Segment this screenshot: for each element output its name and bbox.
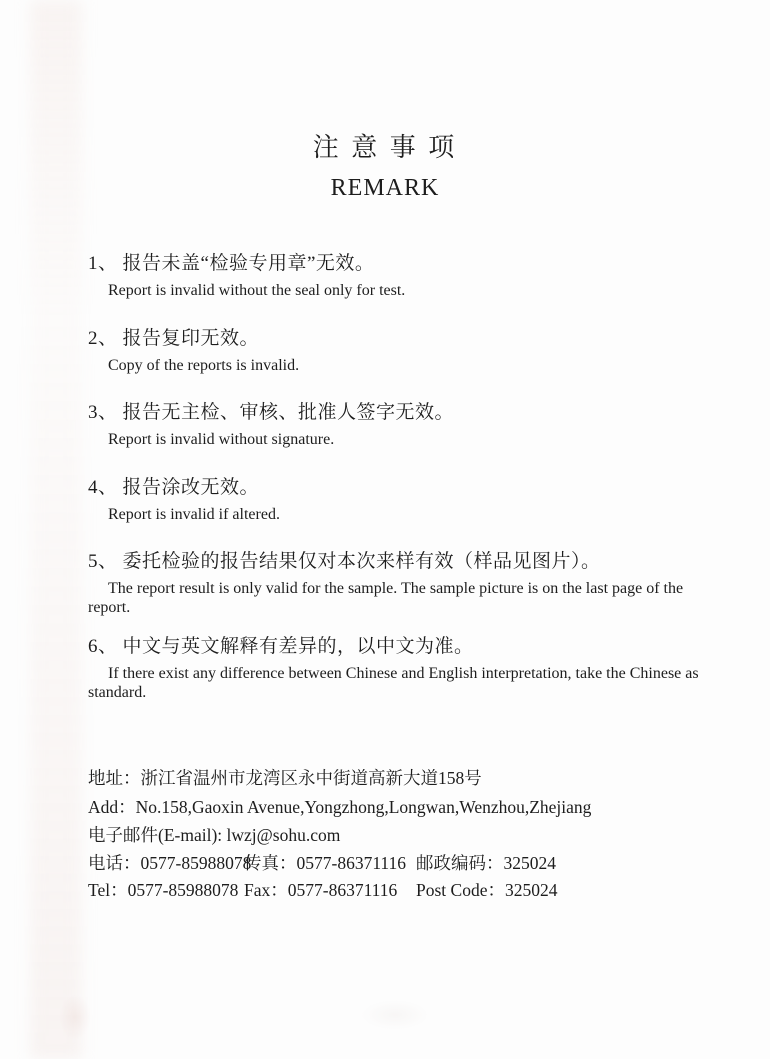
item-text-english: Report is invalid if altered. xyxy=(108,505,280,523)
fax-value: 0577-86371116 xyxy=(287,880,398,900)
email-line: 电子邮件(E-mail): lwzj@sohu.com xyxy=(88,825,341,845)
item-text-chinese: 报告无主检、审核、批准人签字无效。 xyxy=(122,402,455,423)
item-line-chinese xyxy=(88,636,702,658)
postcode-cell-chinese xyxy=(416,850,710,878)
remark-item-2 xyxy=(88,328,702,376)
item-text-english: The report result is only valid for the sample. The sample picture is on the last page of the report. xyxy=(88,580,684,616)
remark-item-5 xyxy=(88,551,702,617)
scan-smudge xyxy=(52,985,98,1049)
address-line-chinese: 地址：浙江省温州市龙湾区永中街道高新大道158号 xyxy=(88,768,482,788)
item-text-chinese: 委托检验的报告结果仅对本次来样有效（样品见图片）。 xyxy=(122,551,601,572)
item-number: 6、 xyxy=(88,636,118,657)
remark-item-3 xyxy=(88,402,702,450)
remark-item-4 xyxy=(88,477,702,525)
page-title-english: REMARK xyxy=(330,175,440,201)
item-text-english: Report is invalid without the seal only for test. xyxy=(108,282,406,299)
item-line-chinese xyxy=(88,477,702,499)
remark-item-1 xyxy=(88,253,702,301)
item-number: 3、 xyxy=(88,402,118,423)
remark-list xyxy=(88,253,702,729)
contact-block xyxy=(88,764,710,905)
item-text-chinese: 中文与英文解释有差异的，以中文为准。 xyxy=(122,636,474,657)
remark-item-6 xyxy=(88,636,702,702)
tel-label-english: Tel： xyxy=(88,880,128,900)
page-title-chinese: 注 意 事 项 xyxy=(312,133,458,162)
fax-cell-english xyxy=(244,877,416,905)
tel-value: 0577-85988078 xyxy=(127,880,239,900)
item-text-chinese: 报告未盖“检验专用章”无效。 xyxy=(122,253,375,274)
item-number: 1、 xyxy=(88,253,118,274)
tel-cell-english xyxy=(88,877,244,905)
postcode-cell-english xyxy=(416,877,710,905)
scan-smudge xyxy=(350,995,440,1035)
item-line-chinese xyxy=(88,253,702,275)
phone-row-chinese xyxy=(88,850,710,878)
fax-label-english: Fax： xyxy=(244,880,288,900)
phone-row-english xyxy=(88,877,710,905)
address-line-english: Add：No.158,Gaoxin Avenue,Yongzhong,Longwan,Wenzhou,Zhejiang xyxy=(88,796,592,817)
postcode-label-chinese: 邮政编码： xyxy=(416,852,504,873)
item-number: 2、 xyxy=(88,327,118,349)
fax-label-chinese: 传真： xyxy=(244,852,297,873)
item-number: 5、 xyxy=(88,551,118,572)
item-text-chinese: 报告复印无效。 xyxy=(122,327,260,349)
item-line-chinese xyxy=(88,551,702,573)
tel-label-chinese: 电话： xyxy=(88,852,141,873)
item-text-english: Copy of the reports is invalid. xyxy=(108,356,300,374)
item-text-english: If there exist any difference between Chinese and English interpretation, take the Chinese as standard. xyxy=(88,665,699,701)
item-text-chinese: 报告涂改无效。 xyxy=(122,476,260,498)
item-line-chinese xyxy=(88,328,702,350)
tel-value: 0577-85988078 xyxy=(140,852,252,873)
tel-cell-chinese xyxy=(88,850,252,878)
fax-value: 0577-86371116 xyxy=(296,852,407,873)
postcode-value: 325024 xyxy=(504,880,558,900)
fax-cell-chinese xyxy=(244,850,416,878)
item-number: 4、 xyxy=(88,476,118,498)
item-line-chinese xyxy=(88,402,702,424)
item-text-english: Report is invalid without signature. xyxy=(108,431,335,448)
postcode-label-english: Post Code： xyxy=(416,880,505,900)
postcode-value: 325024 xyxy=(503,852,556,873)
